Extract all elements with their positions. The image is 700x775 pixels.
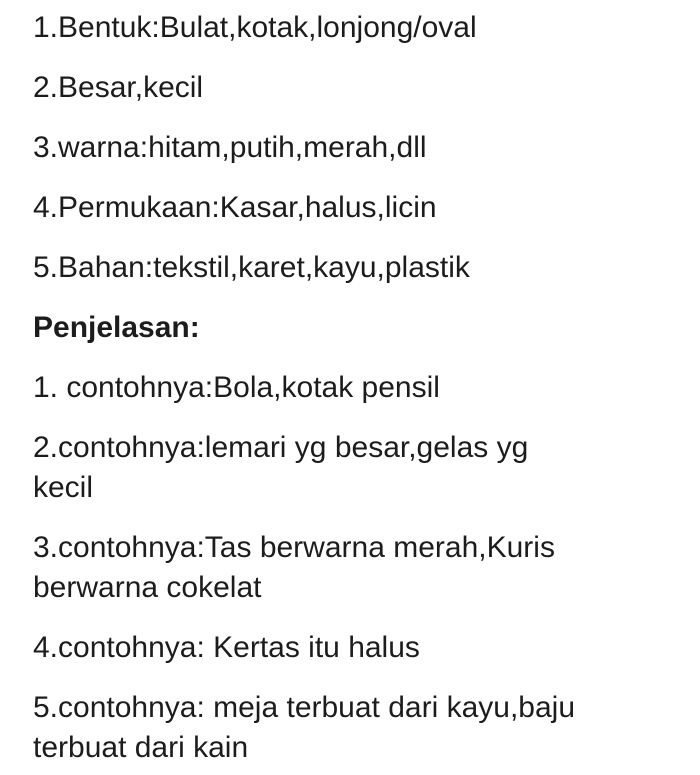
- example-3-line-2: berwarna cokelat: [33, 571, 262, 604]
- criteria-item-2: 2.Besar,kecil: [33, 71, 204, 104]
- example-4-line-1: 4.contohnya: Kertas itu halus: [33, 631, 420, 664]
- explanation-heading: Penjelasan:: [33, 311, 200, 344]
- example-5-line-2: terbuat dari kain: [33, 731, 249, 764]
- criteria-item-4: 4.Permukaan:Kasar,halus,licin: [33, 191, 437, 224]
- example-3-line-1: 3.contohnya:Tas berwarna merah,Kuris: [33, 531, 555, 564]
- example-2-line-1: 2.contohnya:lemari yg besar,gelas yg: [33, 431, 529, 464]
- example-1-line-1: 1. contohnya:Bola,kotak pensil: [33, 371, 440, 404]
- criteria-item-5: 5.Bahan:tekstil,karet,kayu,plastik: [33, 251, 470, 284]
- example-2-line-2: kecil: [33, 471, 94, 504]
- example-5-line-1: 5.contohnya: meja terbuat dari kayu,baju: [33, 691, 576, 724]
- criteria-item-1: 1.Bentuk:Bulat,kotak,lonjong/oval: [33, 11, 477, 44]
- criteria-item-3: 3.warna:hitam,putih,merah,dll: [33, 131, 427, 164]
